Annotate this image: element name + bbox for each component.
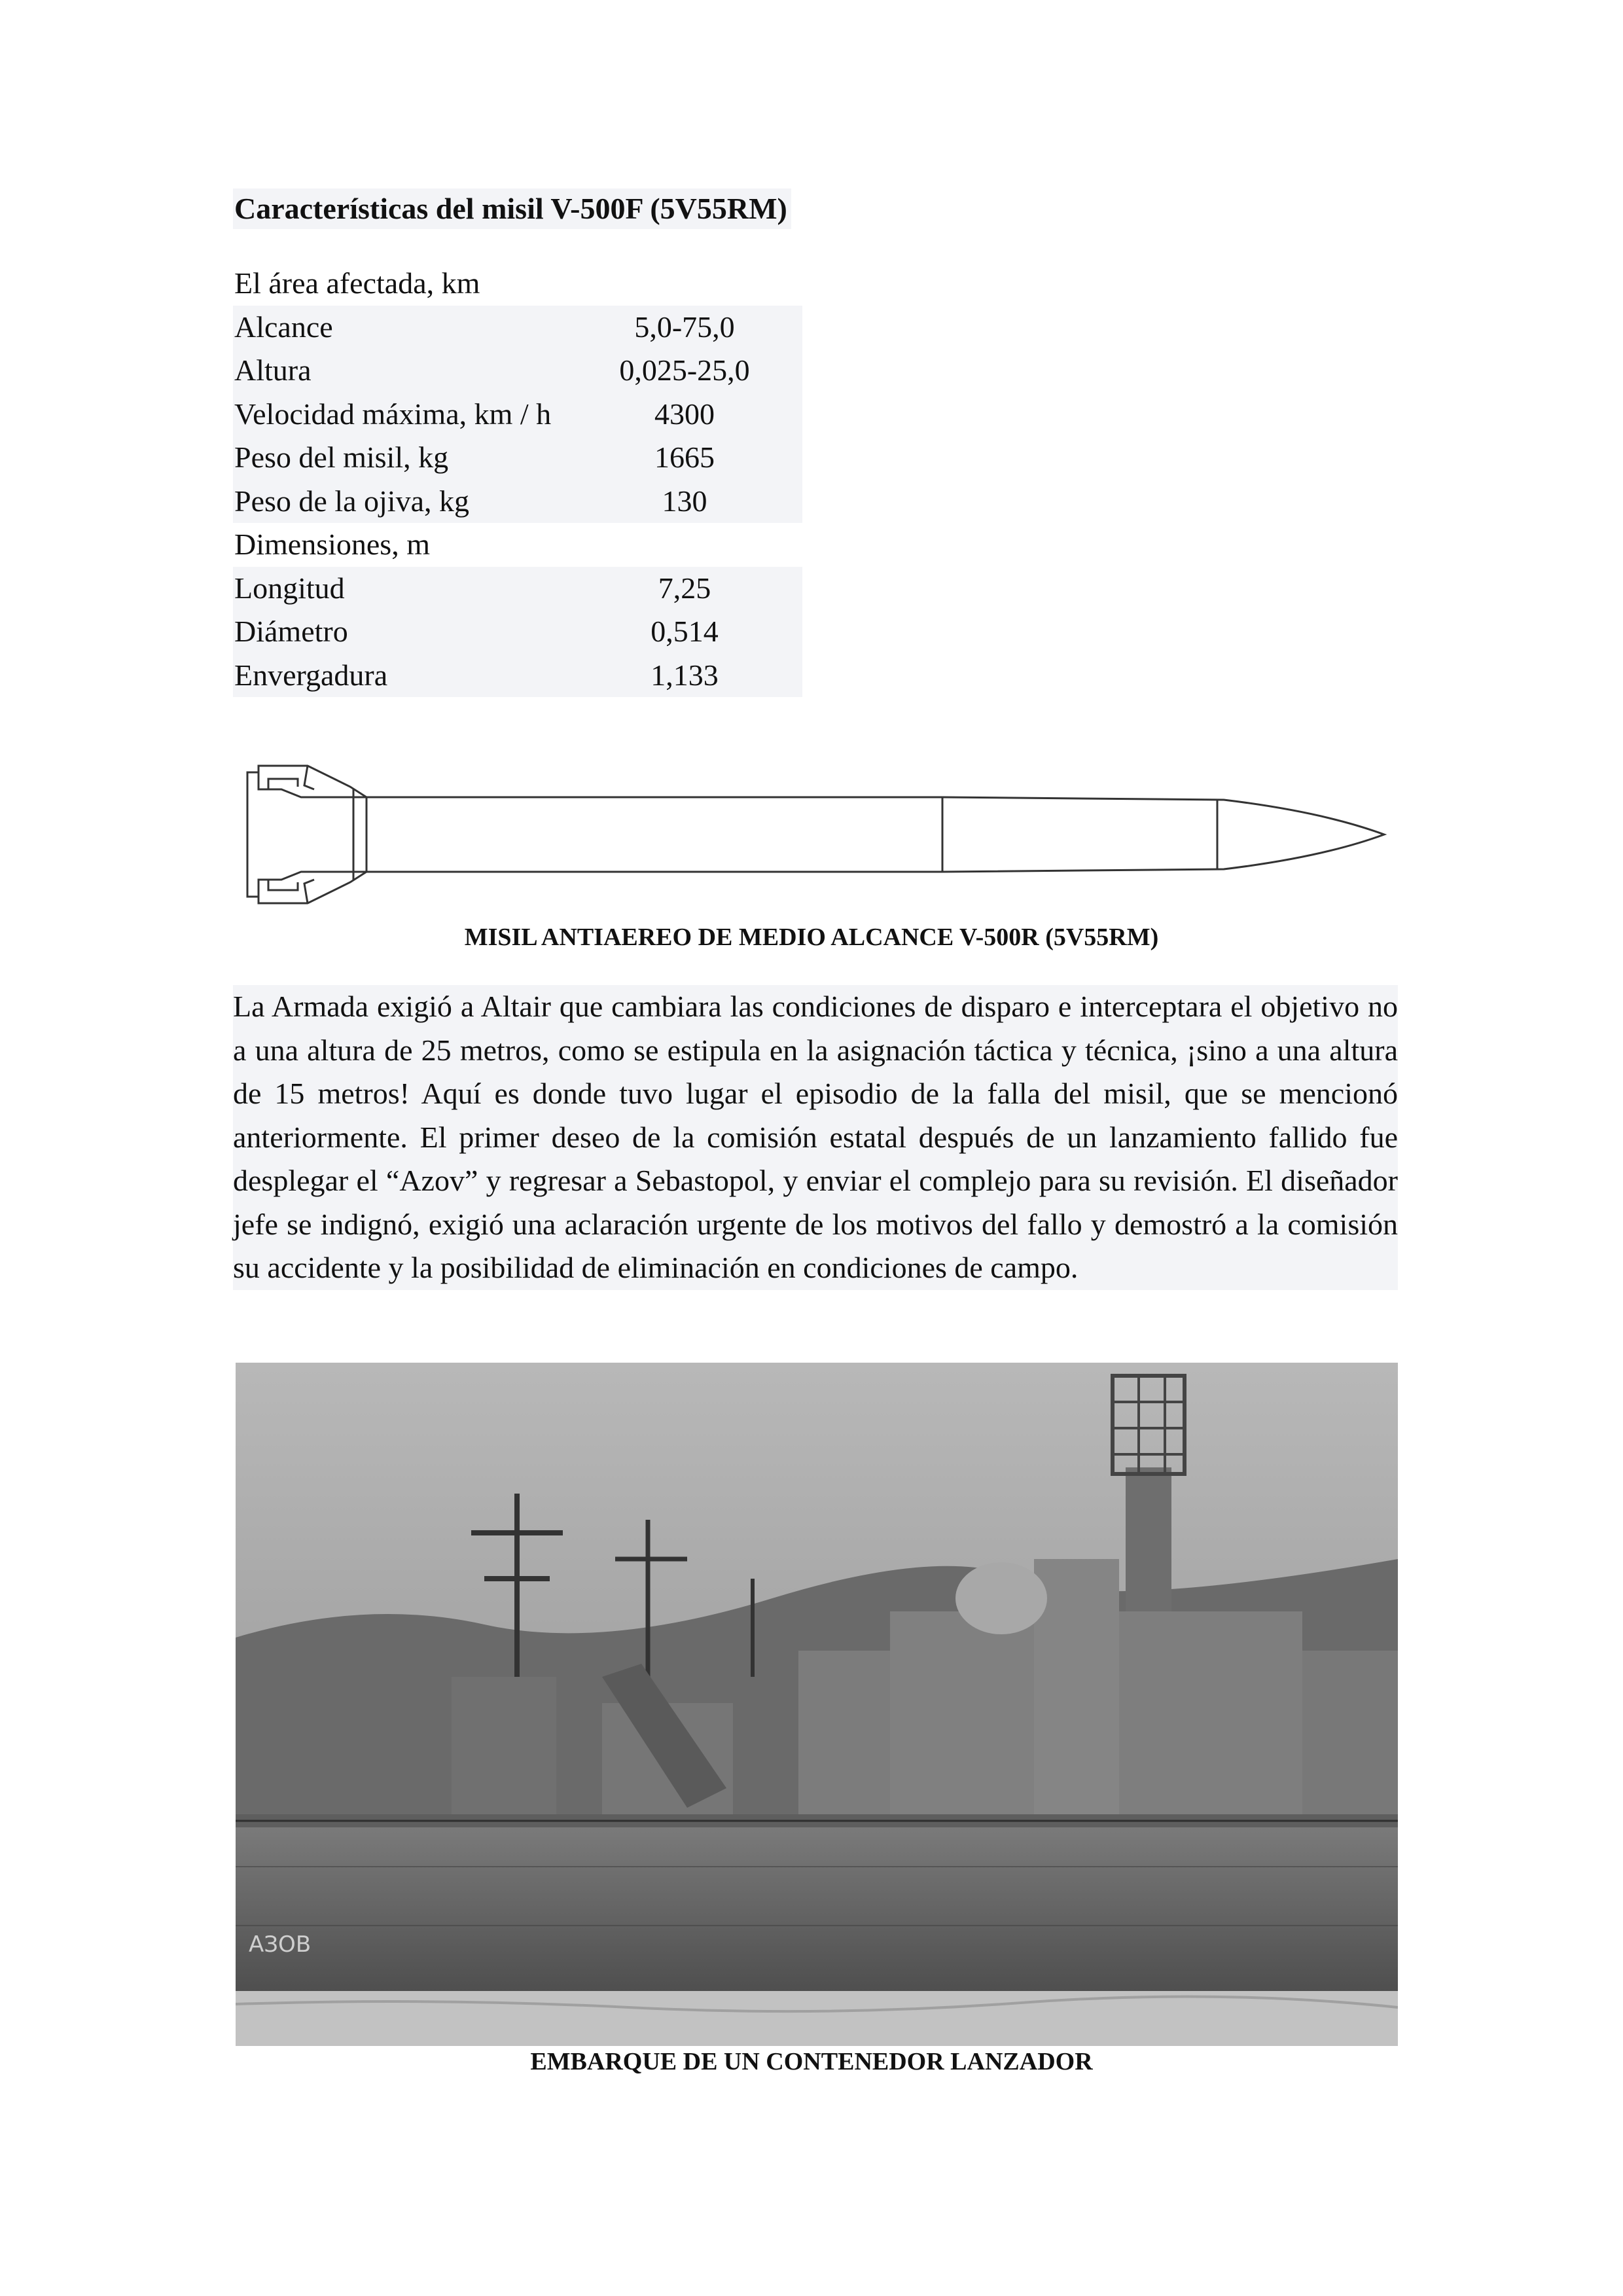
spec-row bbox=[233, 262, 802, 306]
photo-caption: EMBARQUE DE UN CONTENEDOR LANZADOR bbox=[530, 2048, 1093, 2075]
spec-value: 7,25 bbox=[658, 571, 711, 605]
spec-label: Peso del misil, kg bbox=[234, 440, 449, 474]
spec-row bbox=[233, 523, 802, 567]
page-title: Características del misil V-500F (5V55RM) bbox=[233, 188, 791, 229]
spec-label: Peso de la ojiva, kg bbox=[234, 484, 469, 518]
drawing-caption: MISIL ANTIAEREO DE MEDIO ALCANCE V-500R (5V55RM) bbox=[464, 924, 1159, 951]
spec-table bbox=[233, 262, 802, 697]
spec-label: Alcance bbox=[234, 310, 333, 344]
spec-label: Velocidad máxima, km / h bbox=[234, 397, 552, 431]
spec-value: 1665 bbox=[654, 440, 715, 474]
ship-photo bbox=[236, 1363, 1398, 2046]
spec-value: 4300 bbox=[654, 397, 715, 431]
spec-label: Dimensiones, m bbox=[234, 528, 430, 561]
spec-row bbox=[233, 306, 802, 350]
spec-row bbox=[233, 654, 802, 698]
spec-row bbox=[233, 480, 802, 524]
spec-label: Altura bbox=[234, 353, 312, 387]
spec-row bbox=[233, 436, 802, 480]
spec-label: El área afectada, km bbox=[234, 266, 480, 300]
spec-value: 130 bbox=[662, 484, 707, 518]
spec-value: 5,0-75,0 bbox=[634, 310, 735, 344]
spec-value: 0,514 bbox=[651, 615, 719, 648]
spec-label: Longitud bbox=[234, 571, 345, 605]
spec-row bbox=[233, 610, 802, 654]
body-paragraph: La Armada exigió a Altair que cambiara las condiciones de disparo e interceptara el objetivo no a una altura de 25 metros, como se estipula en la asignación táctica y técnica, ¡sino a una altura de 15 metros! Aquí es donde tuvo lugar el episodio de la falla del misil, que se mencionó anteriormente. El primer deseo de la comisión estatal después de un lanzamiento fallido fue desplegar el “Azov” y regresar a Sebastopol, y enviar el complejo para su revisión. El diseñador jefe se indignó, exigió una aclaración urgente de los motivos del fallo y demostró a la comisión su accidente y la posibilidad de eliminación en condiciones de campo. bbox=[233, 985, 1398, 1290]
hull-marking: АЗОВ bbox=[249, 1931, 312, 1958]
spec-value: 1,133 bbox=[651, 658, 719, 692]
spec-row bbox=[233, 349, 802, 393]
spec-label: Diámetro bbox=[234, 615, 348, 648]
missile-drawing bbox=[236, 746, 1387, 910]
spec-row bbox=[233, 393, 802, 437]
spec-label: Envergadura bbox=[234, 658, 388, 692]
spec-value: 0,025-25,0 bbox=[619, 353, 750, 387]
spec-row bbox=[233, 567, 802, 611]
